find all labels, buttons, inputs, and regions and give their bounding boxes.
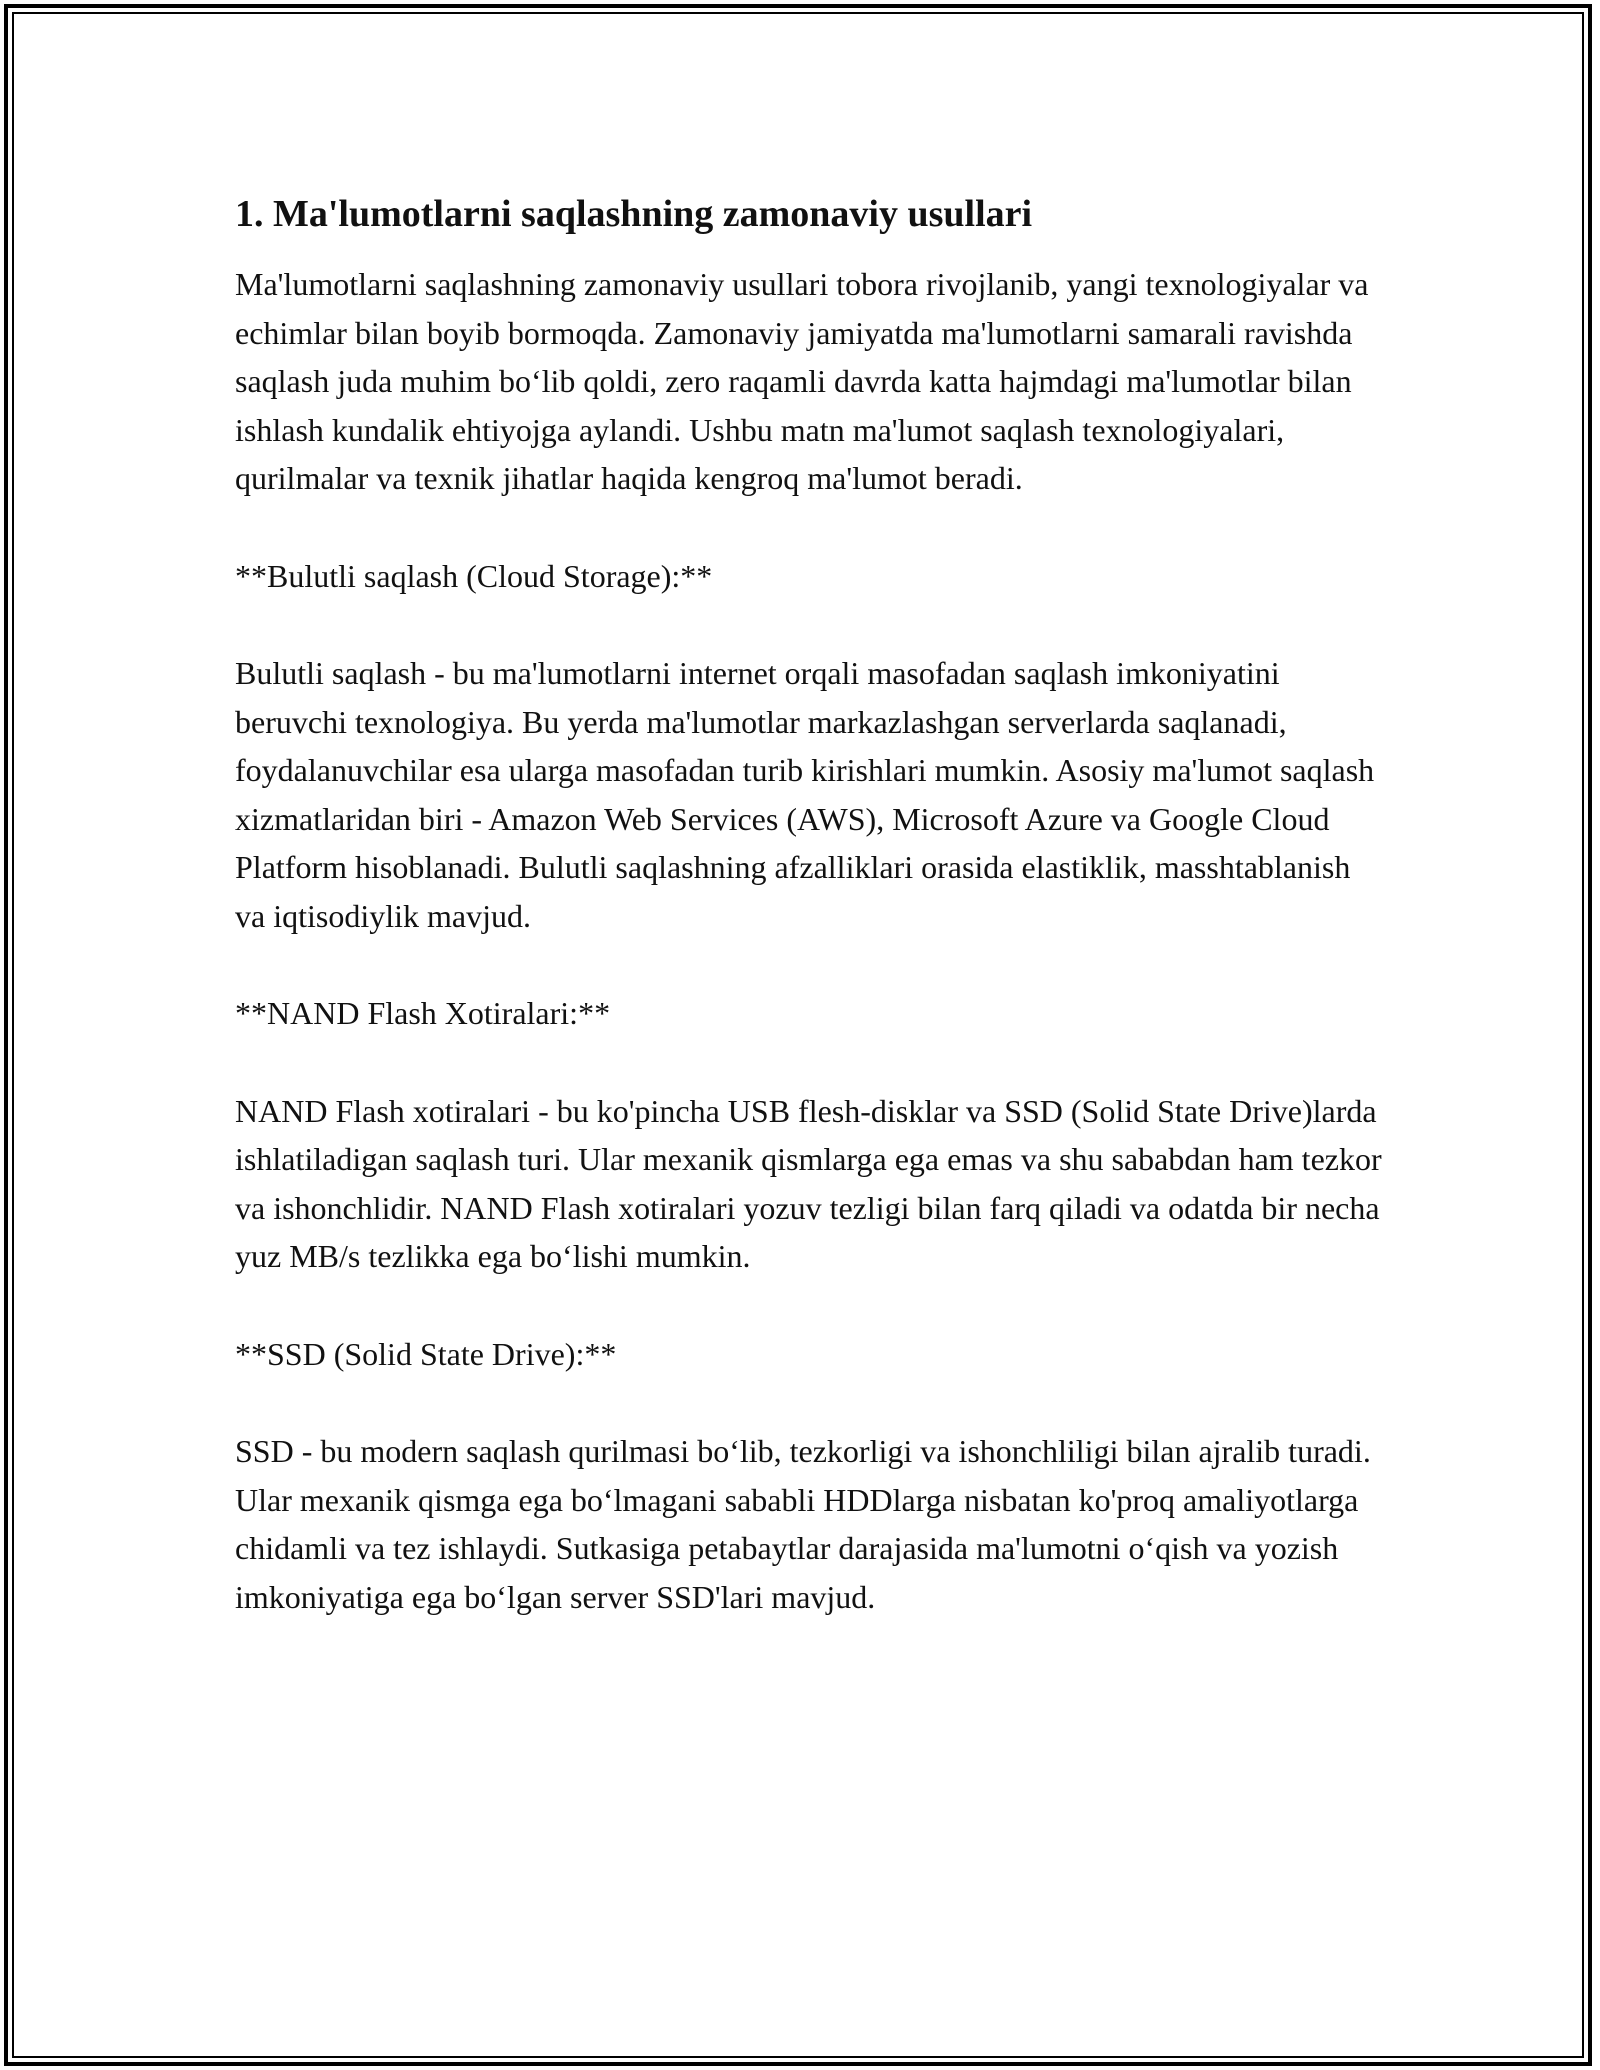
section-heading-nand-flash: **NAND Flash Xotiralari:**: [235, 995, 611, 1031]
intro-paragraph: Ma'lumotlarni saqlashning zamonaviy usullari tobora rivojlanib, yangi texnologiyalar va echimlar bilan boyib bormoqda. Zamonaviy jamiyatda ma'lumotlarni samarali ravishda saqlash juda muhim bo‘lib qoldi, zero raqamli davrda katta hajmdagi ma'lumotlar bilan ishlash kundalik ehtiyojga aylandi. Ushbu matn ma'lumot saqlash texnologiyalari, qurilmalar va texnik jihatlar haqida kengroq ma'lumot beradi.: [235, 266, 1369, 496]
section-heading-ssd: **SSD (Solid State Drive):**: [235, 1335, 617, 1372]
section-body-ssd: SSD - bu modern saqlash qurilmasi bo‘lib, tezkorligi va ishonchliligi bilan ajralib turadi. Ular mexanik qismga ega bo‘lmagani sababli HDDlarga nisbatan ko'proq amaliyotlarga chidamli va tez ishlaydi. Sutkasiga petabaytlar darajasida ma'lumotni o‘qish va yozish imkoniyatiga ega bo‘lgan server SSD'lari mavjud.: [235, 1433, 1371, 1615]
section-body-nand-flash: NAND Flash xotiralari - bu ko'pincha USB flesh-disklar va SSD (Solid State Drive)larda ishlatiladigan saqlash turi. Ular mexanik qismlarga ega emas va shu sababdan ham tezkor va ishonchlidir. NAND Flash xotiralari yozuv tezligi bilan farq qiladi va odatda bir necha yuz MB/s tezlikka ega bo‘lishi mumkin.: [235, 1092, 1382, 1274]
section-heading-cloud-storage: **Bulutli saqlash (Cloud Storage):**: [235, 557, 713, 594]
section-body-cloud-storage: Bulutli saqlash - bu ma'lumotlarni internet orqali masofadan saqlash imkoniyatini beruvchi texnologiya. Bu yerda ma'lumotlar markazlashgan serverlarda saqlanadi, foydalanuvchilar esa ularga masofadan turib kirishlari mumkin. Asosiy ma'lumot saqlash xizmatlaridan biri - Amazon Web Services (AWS), Microsoft Azure va Google Cloud Platform hisoblanadi. Bulutli saqlashning afzalliklari orasida elastiklik, masshtablanish va iqtisodiylik mavjud.: [235, 655, 1375, 934]
document-body: [235, 188, 1385, 1670]
page-title: 1. Ma'lumotlarni saqlashning zamonaviy usullari: [235, 193, 1033, 235]
